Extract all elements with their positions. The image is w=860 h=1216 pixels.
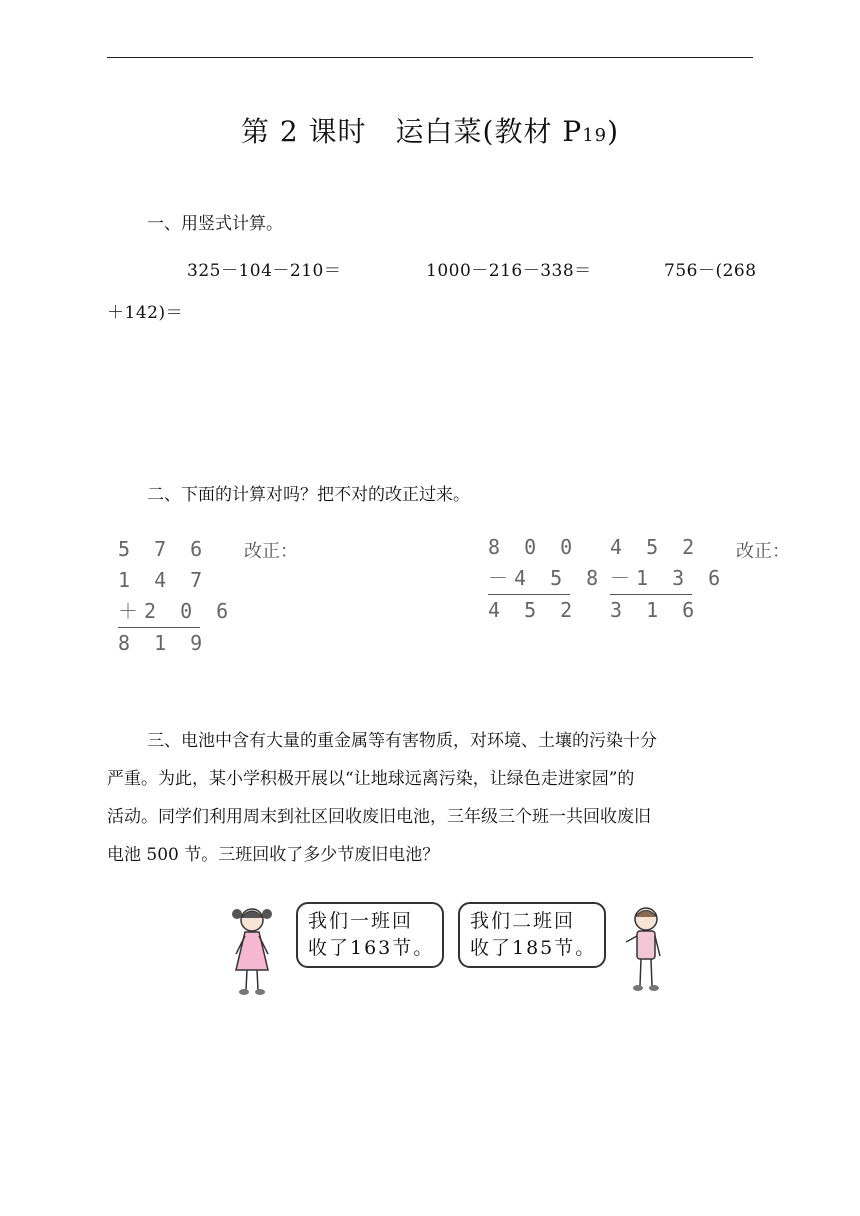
title-close: ) [607,115,620,148]
bubble2-line-1: 我们二班回 [470,910,576,932]
section2-heading: 二、下面的计算对吗？把不对的改正过来。 [147,485,470,505]
title-subscript: 19 [582,125,608,146]
girl-illustration [228,900,276,1000]
speech-bubble-class1 [296,902,444,968]
header-rule [107,57,753,58]
problem-a-row-1: 5 7 6 [118,537,209,561]
problem-a-row-3: ＋2 0 6 [118,599,235,623]
page-title [0,110,860,150]
problem-c-row-2: －1 3 6 [610,566,727,590]
section3-line-1: 三、电池中含有大量的重金属等有害物质，对环境、土壤的污染十分 [147,731,657,751]
section1-heading: 一、用竖式计算。 [147,214,283,234]
problem-b-row-1: 8 0 0 [488,535,579,559]
section3-line-2: 严重。为此，某小学积极开展以“让地球远离污染，让绿色走进家园”的 [107,769,635,789]
section3-line-3: 活动。同学们利用周末到社区回收废旧电池，三年级三个班一共回收废旧 [107,807,651,827]
problem-a-row-2: 1 4 7 [118,568,209,592]
bubble1-line-2: 收了163节。 [308,937,435,959]
vertical-problem-c [610,532,727,626]
problem-c-row-1: 4 5 2 [610,535,701,559]
title-main: 第 2 课时 运白菜(教材 P [240,115,583,148]
problem-b-result: 4 5 2 [488,594,570,626]
problem-a-result: 8 1 9 [118,627,200,659]
problem-b-row-2: －4 5 8 [488,566,605,590]
expression-2: 1000－216－338＝ [426,261,592,281]
speech-bubble-class2 [458,902,606,968]
vertical-problem-a [118,534,235,659]
problem-c-result: 3 1 6 [610,594,692,626]
fix-label-b: 改正： [736,541,790,562]
vertical-problem-b [488,532,605,626]
expression-1: 325－104－210＝ [187,261,342,281]
section3-paragraph [107,722,753,874]
fix-label-a: 改正： [244,541,298,562]
bubble1-line-1: 我们一班回 [308,910,414,932]
bubble2-line-2: 收了185节。 [470,937,597,959]
expression-3-part2: ＋142)＝ [107,303,184,323]
section3-line-4: 电池 500 节。三班回收了多少节废旧电池？ [107,845,440,865]
expression-3-part1: 756－(268 [664,261,757,281]
boy-illustration [618,902,670,994]
